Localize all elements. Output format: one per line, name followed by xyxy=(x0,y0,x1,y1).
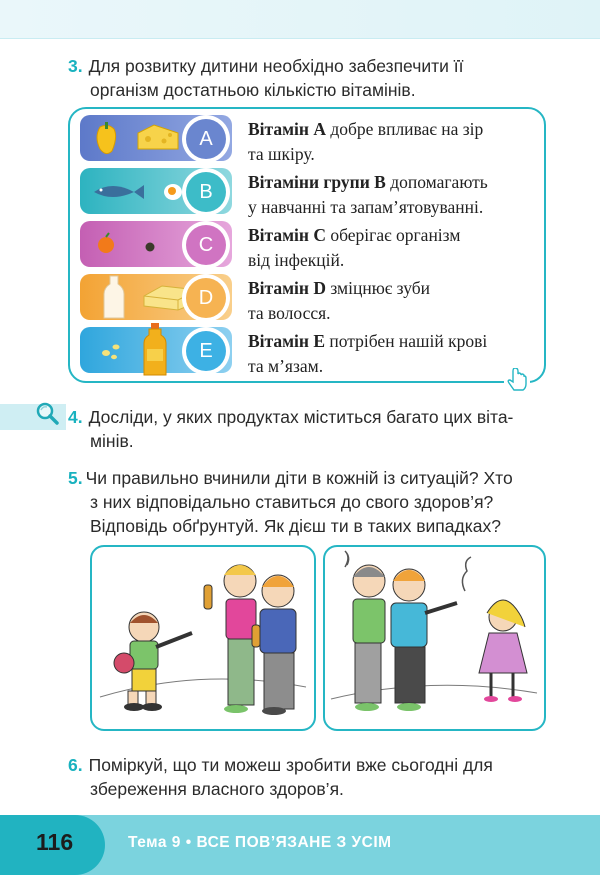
topic-label: Тема 9 xyxy=(128,834,181,851)
vitamin-c-text xyxy=(248,223,540,273)
task-5-line-1 xyxy=(68,466,513,490)
magnifier-icon xyxy=(34,400,60,426)
vitamin-desc-cont: та м’язам. xyxy=(248,356,324,376)
vitamin-desc-cont: та шкіру. xyxy=(248,144,315,164)
vitamin-b-text xyxy=(248,170,540,220)
task-3-line-1 xyxy=(68,54,463,78)
page-number: 116 xyxy=(36,829,74,855)
task-text: Поміркуй, що ти можеш зробити вже сьогодні для xyxy=(88,755,493,775)
oil-bottle-icon xyxy=(142,321,168,379)
currant-icon xyxy=(140,227,160,261)
vitamin-a-badge: A xyxy=(186,119,226,159)
task-6-line-1 xyxy=(68,753,493,777)
vitamin-name: Вітаміни групи B xyxy=(248,172,386,192)
vitamin-name: Вітамін D xyxy=(248,278,326,298)
task-text: Для розвитку дитини необхідно забезпечити її xyxy=(88,56,464,76)
vitamin-name: Вітамін C xyxy=(248,225,326,245)
vitamin-desc: потрібен нашій крові xyxy=(325,331,488,351)
vitamin-b-badge: B xyxy=(186,172,226,212)
vitamin-e-badge: E xyxy=(186,331,226,371)
task-number: 5. xyxy=(68,468,83,488)
topic-title: ВСЕ ПОВ’ЯЗАНЕ З УСІМ xyxy=(196,834,392,851)
task-text: Чи правильно вчинили діти в кожній із ситуацій? Хто xyxy=(85,468,513,488)
fish-icon xyxy=(88,174,146,208)
egg-icon xyxy=(158,174,188,208)
vitamin-desc-cont: від інфекцій. xyxy=(248,250,345,270)
task-3-line-2: організм достатньою кількістю вітамінів. xyxy=(90,80,416,100)
cheese-icon xyxy=(134,121,182,155)
milk-bottle-icon xyxy=(102,274,126,320)
task-4-line-2: мінів. xyxy=(90,431,134,451)
vitamin-desc: добре впливає на зір xyxy=(325,119,484,139)
vitamin-e-text xyxy=(248,329,540,379)
vitamin-name: Вітамін E xyxy=(248,331,326,351)
vitamin-desc: допомагають xyxy=(385,172,488,192)
task-5-line-3: Відповідь обґрунтуй. Як дієш ти в таких випадках? xyxy=(90,516,501,536)
footer-separator: • xyxy=(185,834,192,851)
task-4 xyxy=(68,405,513,453)
task-number: 6. xyxy=(68,755,83,775)
task-text: Досліди, у яких продуктах міститься багато цих віта- xyxy=(88,407,514,427)
seeds-icon xyxy=(96,333,126,367)
top-band xyxy=(0,0,600,39)
illustration-kids-smoking xyxy=(325,547,544,729)
vitamin-desc: оберігає організм xyxy=(325,225,461,245)
vitamin-a-text xyxy=(248,117,540,167)
vitamin-desc: зміцнює зуби xyxy=(325,278,430,298)
task-4-line-1 xyxy=(68,405,513,429)
task-number: 3. xyxy=(68,56,83,76)
task-6-line-2: збереження власного здоров’я. xyxy=(90,779,344,799)
vitamin-desc-cont: та волосся. xyxy=(248,303,331,323)
pepper-icon xyxy=(88,121,128,155)
illustration-left-frame xyxy=(90,545,316,731)
footer-title xyxy=(128,834,392,852)
task-6 xyxy=(68,753,493,801)
illustration-right-frame xyxy=(323,545,546,731)
vitamin-d-badge: D xyxy=(186,278,226,318)
vitamin-c-badge: C xyxy=(186,225,226,265)
task-5 xyxy=(68,466,513,538)
task-5-line-2: з них відповідально ставиться до свого здоров’я? xyxy=(90,492,494,512)
orange-icon xyxy=(92,227,122,261)
task-number: 4. xyxy=(68,407,83,427)
task-3 xyxy=(68,54,463,102)
vitamin-name: Вітамін A xyxy=(248,119,326,139)
vitamin-d-text xyxy=(248,276,540,326)
vitamin-desc-cont: у навчанні та запам’ятовуванні. xyxy=(248,197,484,217)
illustration-kids-with-bottles xyxy=(92,547,314,729)
pointing-hand-icon xyxy=(504,368,530,394)
